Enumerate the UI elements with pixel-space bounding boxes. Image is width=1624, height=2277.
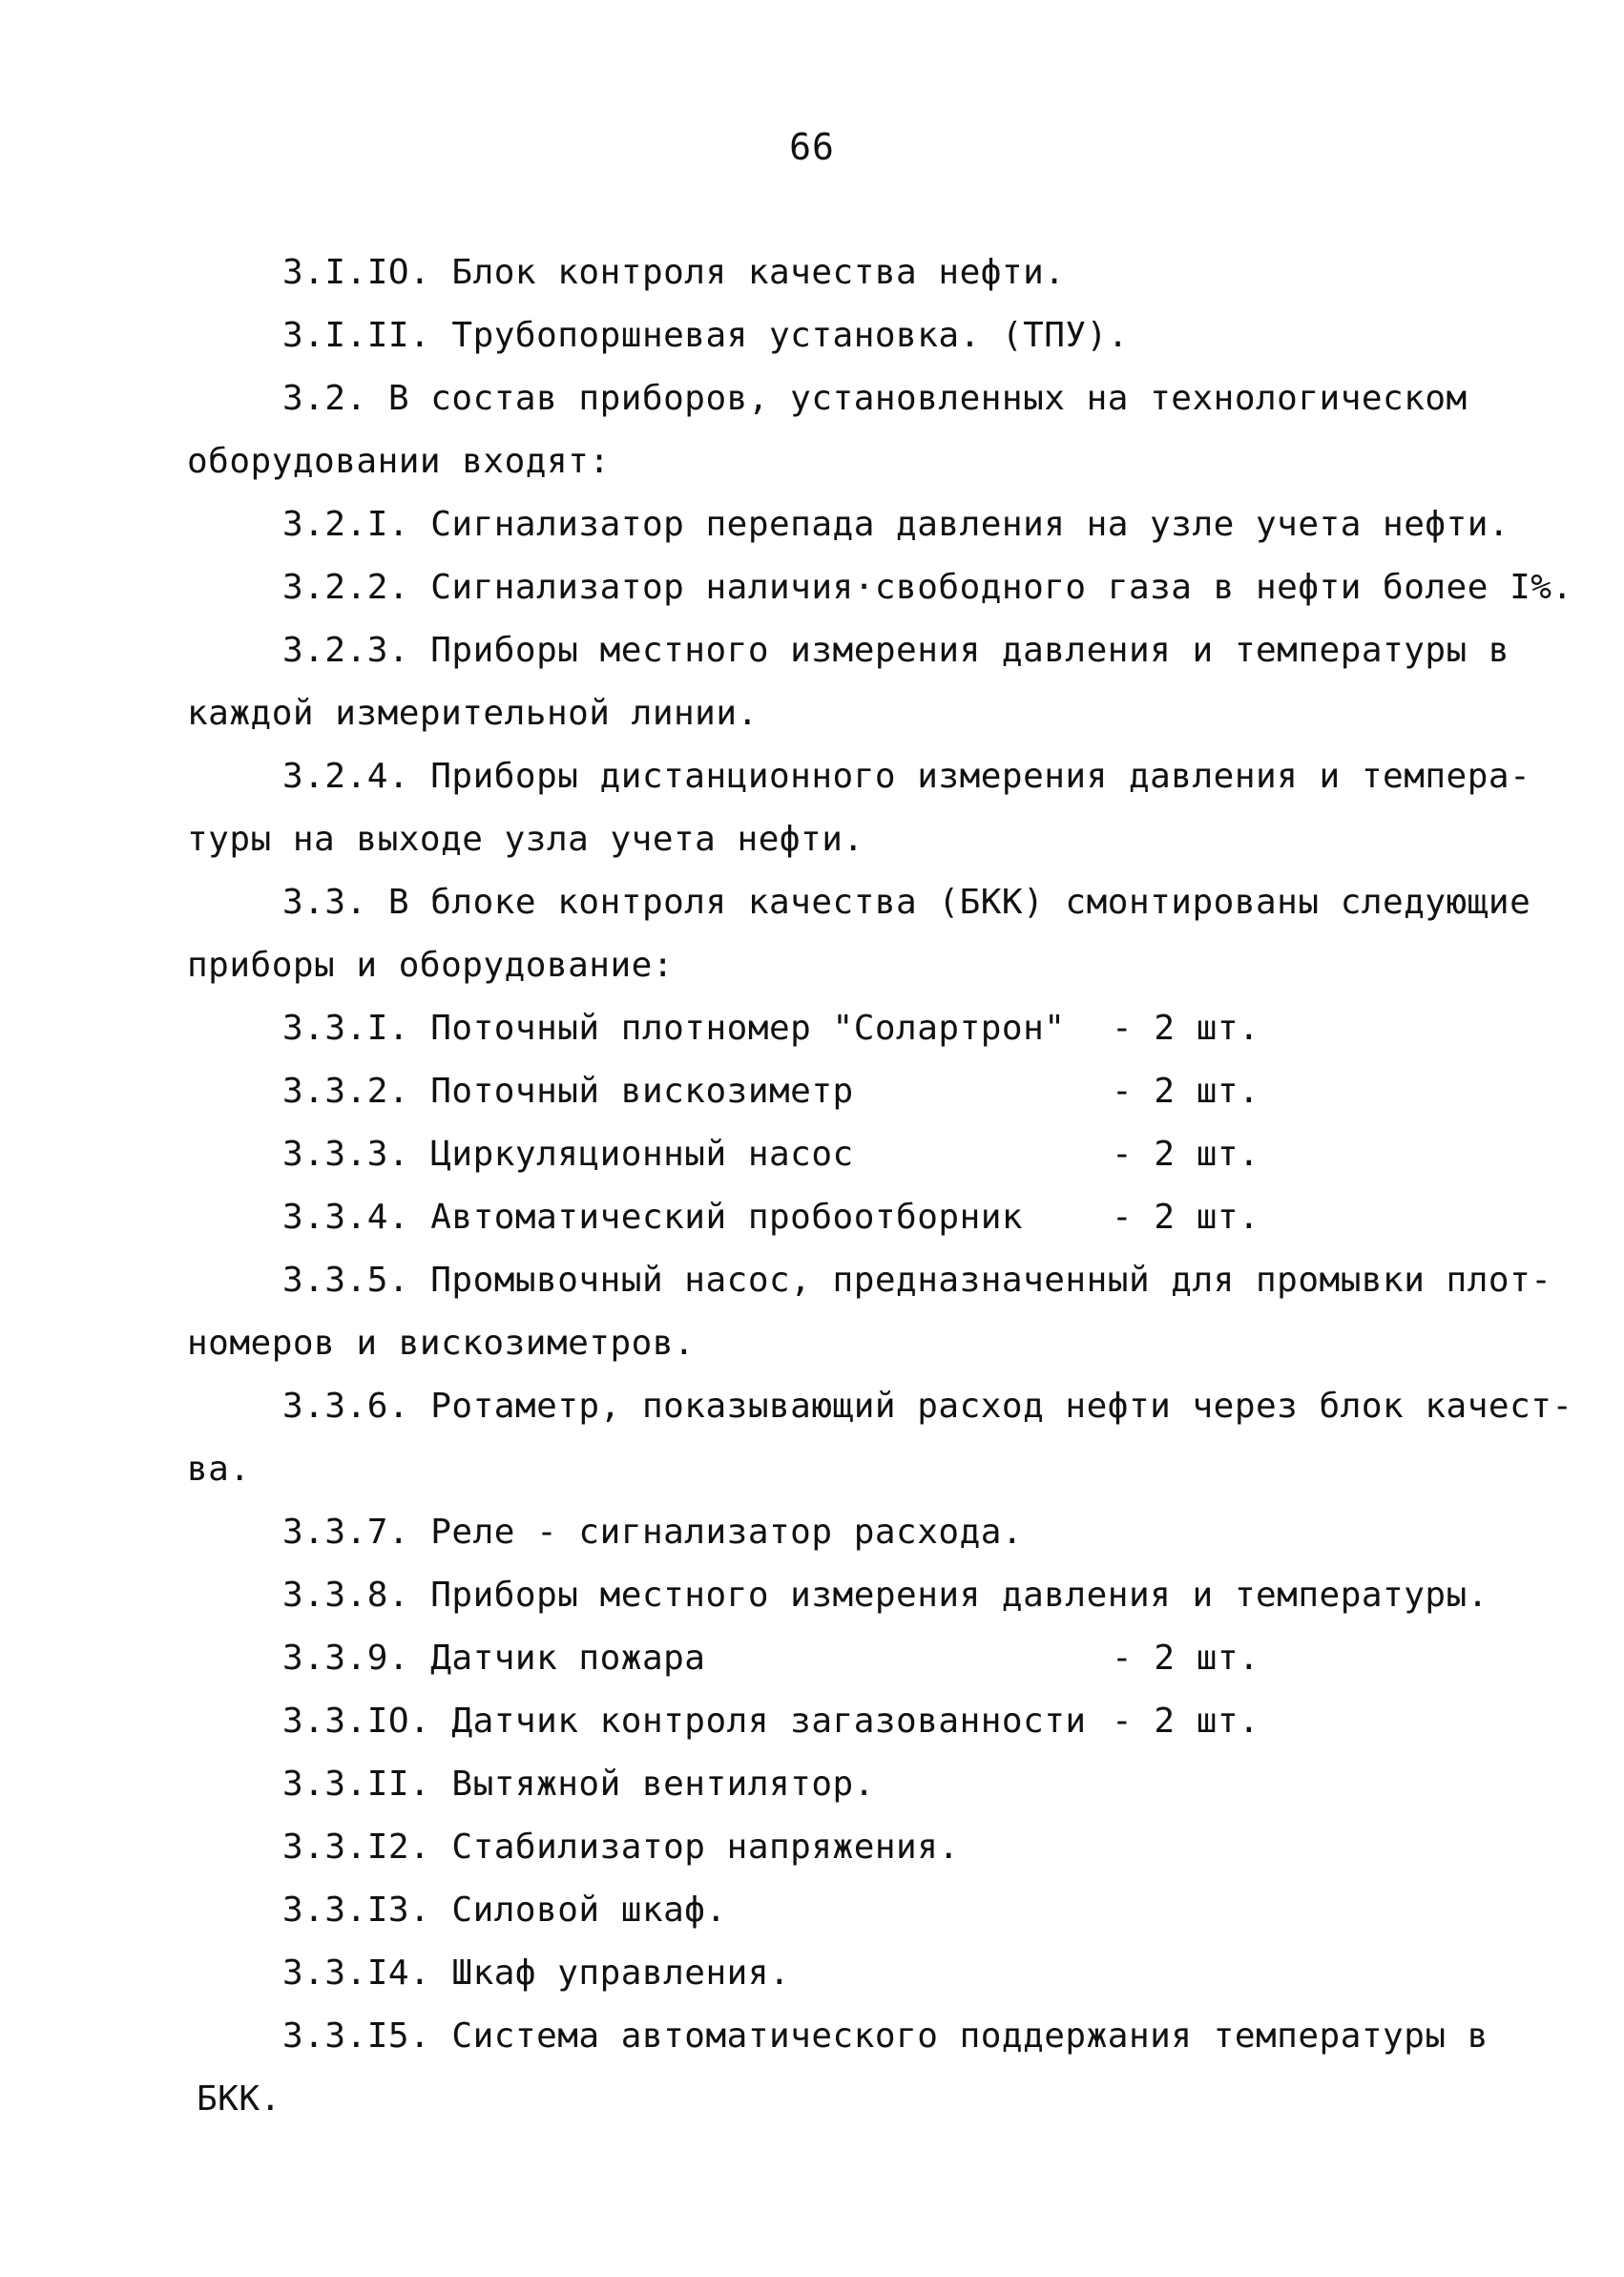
- item-3-3-4: 3.3.4. Автоматический пробоотборник: [282, 1198, 1024, 1237]
- item-3-2-3: 3.2.3. Приборы местного измерения давления и температуры в: [282, 631, 1510, 670]
- item-3-3-1-quantity: - 2 шт.: [1112, 1009, 1260, 1048]
- item-3-2-3-continuation: каждой измерительной линии.: [187, 694, 759, 733]
- item-3-3-6-continuation: ва.: [187, 1450, 251, 1489]
- item-3-3-13: 3.3.I3. Силовой шкаф.: [282, 1891, 727, 1930]
- item-3-3-14: 3.3.I4. Шкаф управления.: [282, 1953, 791, 1993]
- item-3-2-4-continuation: туры на выходе узла учета нефти.: [187, 820, 864, 859]
- item-3-3-15: 3.3.I5. Система автоматического поддержания температуры в: [282, 2016, 1489, 2056]
- item-3-3-2: 3.3.2. Поточный вискозиметр: [282, 1072, 854, 1111]
- item-3-3-10-quantity: - 2 шт.: [1112, 1702, 1260, 1741]
- item-3-3-7: 3.3.7. Реле - сигнализатор расхода.: [282, 1513, 1024, 1552]
- item-3-3-5-continuation: номеров и вискозиметров.: [187, 1324, 696, 1363]
- item-3-3-continuation: приборы и оборудование:: [187, 946, 674, 985]
- item-3-3-6: 3.3.6. Ротаметр, показывающий расход нефти через блок качест-: [282, 1387, 1573, 1426]
- item-3-3-11: 3.3.II. Вытяжной вентилятор.: [282, 1765, 875, 1804]
- item-3-1-10: 3.I.IO. Блок контроля качества нефти.: [282, 253, 1066, 292]
- item-3-2-4: 3.2.4. Приборы дистанционного измерения давления и темпера-: [282, 757, 1531, 796]
- item-3-3-1: 3.3.I. Поточный плотномер "Солартрон": [282, 1009, 1066, 1048]
- item-3-3-3: 3.3.3. Циркуляционный насос: [282, 1135, 854, 1174]
- item-3-3-15-continuation: БКК.: [197, 2079, 281, 2119]
- item-3-2: 3.2. В состав приборов, установленных на технологическом: [282, 379, 1468, 418]
- item-3-3-12: 3.3.I2. Стабилизатор напряжения.: [282, 1828, 960, 1867]
- item-3-2-1: 3.2.I. Сигнализатор перепада давления на узле учета нефти.: [282, 505, 1510, 544]
- item-3-3-8: 3.3.8. Приборы местного измерения давления и температуры.: [282, 1576, 1489, 1615]
- item-3-3-10: 3.3.IO. Датчик контроля загазованности: [282, 1702, 1087, 1741]
- item-3-2-continuation: оборудовании входят:: [187, 442, 611, 481]
- item-3-2-2: 3.2.2. Сигнализатор наличия·свободного газа в нефти более I%.: [282, 568, 1573, 607]
- item-3-3-2-quantity: - 2 шт.: [1112, 1072, 1260, 1111]
- item-3-3-9-quantity: - 2 шт.: [1112, 1639, 1260, 1678]
- item-3-3-4-quantity: - 2 шт.: [1112, 1198, 1260, 1237]
- item-3-3-9: 3.3.9. Датчик пожара: [282, 1639, 706, 1678]
- item-3-3-5: 3.3.5. Промывочный насос, предназначенный для промывки плот-: [282, 1261, 1552, 1300]
- item-3-3: 3.3. В блоке контроля качества (БКК) смонтированы следующие: [282, 883, 1531, 922]
- item-3-1-11: 3.I.II. Трубопоршневая установка. (ТПУ).: [282, 316, 1129, 355]
- item-3-3-3-quantity: - 2 шт.: [1112, 1135, 1260, 1174]
- page-number: 66: [789, 126, 835, 168]
